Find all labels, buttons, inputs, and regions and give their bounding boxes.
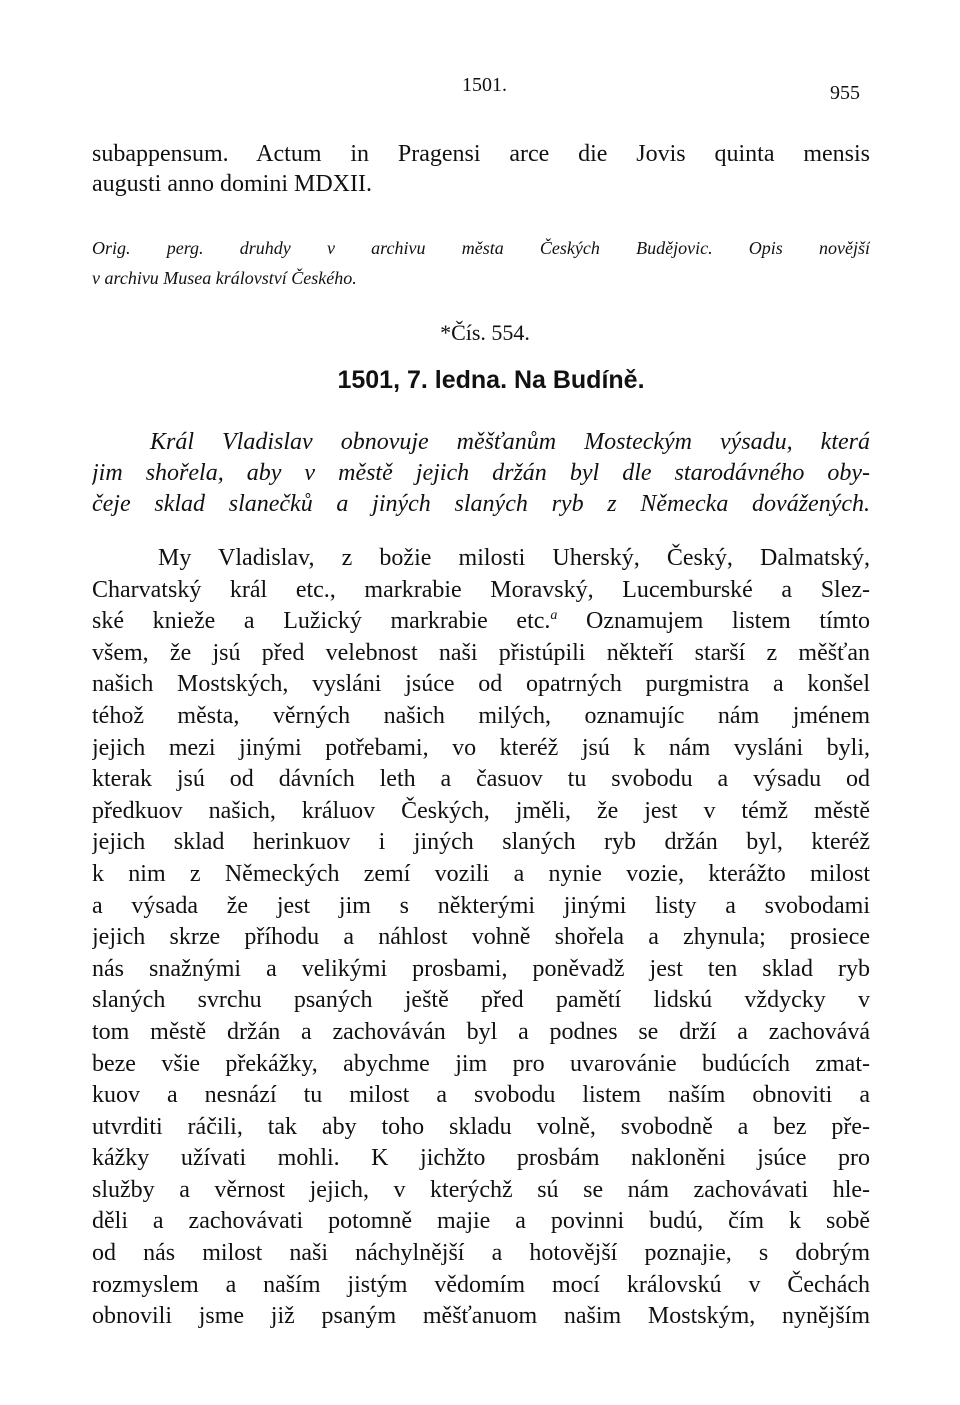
body-line: a výsada že jest jim s některými jinými listy a svobodami [92, 892, 870, 919]
body-line: jejich mezi jinými potřebami, vo kteréž jsú k nám vysláni byli, [92, 734, 870, 761]
regest-line: Král Vladislav obnovuje měšťanům Mosteckým výsadu, která [150, 429, 870, 455]
body-line: jejich sklad herinkuov i jiných slaných ryb držán byl, kteréž [92, 829, 870, 856]
body-line: My Vladislav, z božie milosti Uherský, Český, Dalmatský, [158, 545, 870, 571]
body-line-part: ské knieže a Lužický markrabie etc. [92, 608, 551, 635]
body-line-with-footnote [92, 606, 870, 638]
document-date-place: 1501, 7. ledna. Na Budíně. [337, 366, 645, 394]
body-line: beze všie překážky, abychme jim pro uvarovánie budúcích zmat- [92, 1050, 870, 1077]
body-line: děli a zachovávati potomně majie a povinni budú, čím k sobě [92, 1208, 870, 1235]
body-line: nás snažnými a velikými prosbami, poněvadž jest ten sklad ryb [92, 955, 870, 982]
body-line: kuov a nesnází tu milost a svobodu listem naším obnoviti a [92, 1082, 870, 1109]
document-regest [92, 427, 870, 520]
body-line: jejich skrze příhodu a náhlost vohně shořela a zhynula; prosiece [92, 924, 870, 951]
body-line: předkuov našich, králuov Českých, jměli, že jest v témž městě [92, 797, 870, 824]
body-line: téhož města, věrných našich milých, oznamujíc nám jménem [92, 702, 870, 729]
text-line: augusti anno domini MDXII. [92, 171, 372, 197]
text-line: subappensum. Actum in Pragensi arce die Jovis quinta mensis [92, 141, 870, 167]
page-number: 955 [830, 82, 860, 104]
regest-line: jim shořela, aby v městě jejich držán byl dle starodávného oby- [92, 460, 870, 486]
archival-note [92, 233, 870, 293]
body-line: kážky užívati mohli. K jichžto prosbám nakloněni jsúce pro [92, 1145, 870, 1172]
document-body [92, 543, 870, 1333]
previous-document-ending [92, 139, 870, 199]
body-line: obnovili jsme již psaným měšťanuom našim Mostským, nynějším [92, 1303, 870, 1330]
note-line: Orig. perg. druhdy v archivu města Českých Budějovic. Opis novější [92, 238, 870, 258]
body-line: Charvatský král etc., markrabie Moravský, Lucemburské a Slez- [92, 576, 870, 603]
body-line: utvrditi ráčili, tak aby toho skladu volně, svobodně a bez pře- [92, 1113, 870, 1140]
body-line: našich Mostských, vysláni jsúce od opatrných purgmistra a konšel [92, 671, 870, 698]
footnote-marker: a [550, 608, 558, 624]
body-line: slaných svrchu psaných ještě před pamětí lidskú vždycky v [92, 987, 870, 1014]
document-number: *Čís. 554. [440, 320, 530, 345]
body-line: tom městě držán a zachováván byl a podnes se drží a zachovává [92, 1018, 870, 1045]
body-line: od nás milost naši náchylnější a hotovější poznajie, s dobrým [92, 1240, 870, 1267]
regest-line: čeje sklad slanečků a jiných slaných ryb z Německa dovážených. [92, 491, 870, 517]
body-line: kterak jsú od dávních leth a časuov tu svobodu a výsadu od [92, 766, 870, 793]
body-line: služby a věrnost jejich, v kterýchž sú se nám zachovávati hle- [92, 1176, 870, 1203]
body-line: k nim z Německých zemí vozili a nynie vozie, kterážto milost [92, 860, 870, 887]
body-line: všem, že jsú před velebnost naši přistúpili někteří starší z měšťan [92, 639, 870, 666]
note-line: v archivu Musea království Českého. [92, 268, 357, 288]
running-head [0, 74, 960, 104]
running-head-year: 1501. [462, 74, 507, 96]
body-line-part: Oznamujem listem tímto [557, 608, 870, 635]
body-line: rozmyslem a naším jistým vědomím mocí královskú v Čechách [92, 1271, 870, 1298]
